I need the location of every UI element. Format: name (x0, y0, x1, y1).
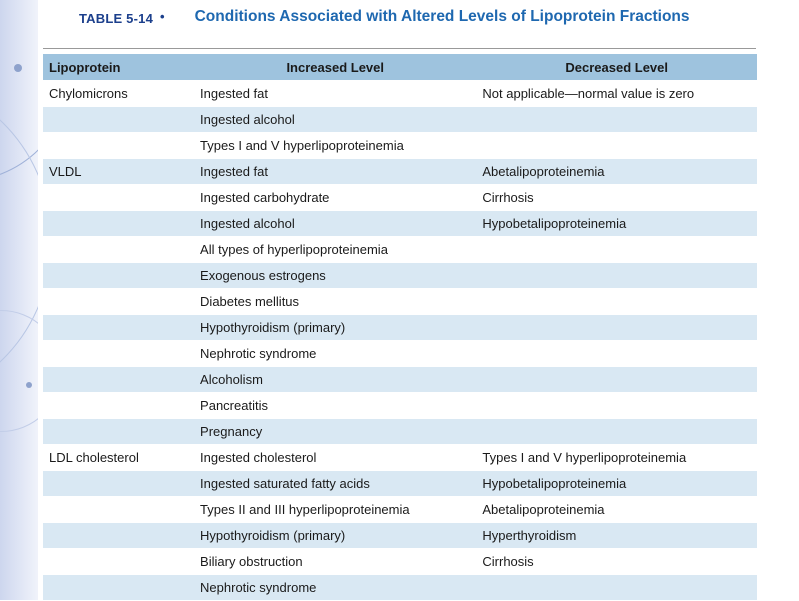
table-row (43, 549, 757, 574)
lipoprotein-cell (43, 315, 194, 340)
increased-level-cell: Biliary obstruction (200, 554, 303, 569)
increased-level-cell: Ingested fat (200, 86, 268, 101)
decreased-level-cell (476, 237, 757, 262)
increased-level-cell: Pregnancy (194, 419, 476, 444)
table-body (43, 81, 757, 600)
lipoprotein-cell: LDL cholesterol (49, 450, 139, 465)
increased-level-cell: Types II and III hyperlipoproteinemia (200, 502, 410, 517)
increased-level-cell: Ingested alcohol (194, 211, 476, 236)
increased-level-cell: Ingested alcohol (194, 107, 476, 132)
table-row (43, 159, 757, 184)
decreased-level-cell: Hyperthyroidism (476, 523, 757, 548)
increased-level-cell: Pancreatitis (200, 398, 268, 413)
lipoprotein-cell (43, 419, 194, 444)
decreased-level-cell (476, 263, 757, 288)
increased-level-cell: Nephrotic syndrome (200, 346, 317, 361)
table-row (43, 497, 757, 522)
table-row (43, 211, 757, 236)
increased-level-cell: Alcoholism (194, 367, 476, 392)
table-row (43, 237, 757, 262)
table-page (38, 0, 761, 600)
decorative-dot (14, 64, 22, 72)
increased-level-cell: All types of hyperlipoproteinemia (200, 242, 388, 257)
lipoprotein-cell (43, 107, 194, 132)
column-header-increased-level: Increased Level (194, 54, 476, 80)
table-header-row (43, 54, 757, 80)
decreased-level-cell (476, 315, 757, 340)
decreased-level-cell: Types I and V hyperlipoproteinemia (482, 450, 687, 465)
table-row (43, 393, 757, 418)
increased-level-cell: Ingested cholesterol (200, 450, 317, 465)
decreased-level-cell (476, 341, 757, 366)
table-caption (38, 8, 761, 48)
lipoprotein-cell (43, 341, 194, 366)
lipoprotein-cell (43, 185, 194, 210)
table-row (43, 419, 757, 444)
table-row (43, 445, 757, 470)
table-row (43, 133, 757, 158)
lipoprotein-cell: Chylomicrons (49, 86, 128, 101)
lipoprotein-cell (43, 523, 194, 548)
table-row (43, 263, 757, 288)
table-row (43, 315, 757, 340)
table-row (43, 575, 757, 600)
decreased-level-cell: Cirrhosis (482, 190, 534, 205)
table-row (43, 289, 757, 314)
table-row (43, 185, 757, 210)
column-header-decreased-level: Decreased Level (476, 54, 757, 80)
increased-level-cell: Ingested fat (194, 159, 476, 184)
decreased-level-cell: Abetalipoproteinemia (482, 502, 605, 517)
table-row (43, 81, 757, 106)
table-row (43, 471, 757, 496)
decreased-level-cell (476, 419, 757, 444)
increased-level-cell: Ingested carbohydrate (200, 190, 330, 205)
caption-divider (43, 48, 756, 49)
lipoprotein-cell (43, 393, 194, 418)
lipoprotein-cell (43, 211, 194, 236)
lipoprotein-cell (43, 471, 194, 496)
table-row (43, 523, 757, 548)
increased-level-cell: Exogenous estrogens (194, 263, 476, 288)
lipoprotein-cell (43, 549, 194, 574)
increased-level-cell: Hypothyroidism (primary) (194, 523, 476, 548)
table-title: Conditions Associated with Altered Levels of Lipoprotein Fractions (194, 8, 690, 25)
decreased-level-cell (476, 107, 757, 132)
increased-level-cell: Types I and V hyperlipoproteinemia (200, 138, 404, 153)
lipoprotein-cell (43, 263, 194, 288)
decreased-level-cell: Hypobetalipoproteinemia (476, 471, 757, 496)
lipoprotein-cell (43, 367, 194, 392)
decreased-level-cell (476, 367, 757, 392)
caption-bullet: • (160, 9, 165, 24)
lipoprotein-cell (43, 133, 194, 158)
increased-level-cell: Nephrotic syndrome (194, 575, 476, 600)
lipoprotein-cell (43, 237, 194, 262)
decreased-level-cell (476, 575, 757, 600)
decreased-level-cell: Cirrhosis (482, 554, 534, 569)
lipoprotein-cell (43, 289, 194, 314)
increased-level-cell: Diabetes mellitus (200, 294, 300, 309)
decreased-level-cell: Not applicable—normal value is zero (482, 86, 695, 101)
decreased-level-cell (476, 289, 757, 314)
table-number: TABLE 5-14 (79, 11, 153, 26)
lipoprotein-cell (43, 575, 194, 600)
decreased-level-cell: Abetalipoproteinemia (476, 159, 757, 184)
table-row (43, 341, 757, 366)
increased-level-cell: Hypothyroidism (primary) (194, 315, 476, 340)
decreased-level-cell: Hypobetalipoproteinemia (476, 211, 757, 236)
lipoprotein-table (43, 53, 757, 601)
decorative-dot (26, 382, 32, 388)
lipoprotein-cell (43, 497, 194, 522)
table-row (43, 367, 757, 392)
decreased-level-cell (476, 393, 757, 418)
lipoprotein-cell: VLDL (43, 159, 194, 184)
column-header-lipoprotein: Lipoprotein (43, 54, 194, 80)
decreased-level-cell (476, 133, 757, 158)
increased-level-cell: Ingested saturated fatty acids (194, 471, 476, 496)
table-row (43, 107, 757, 132)
